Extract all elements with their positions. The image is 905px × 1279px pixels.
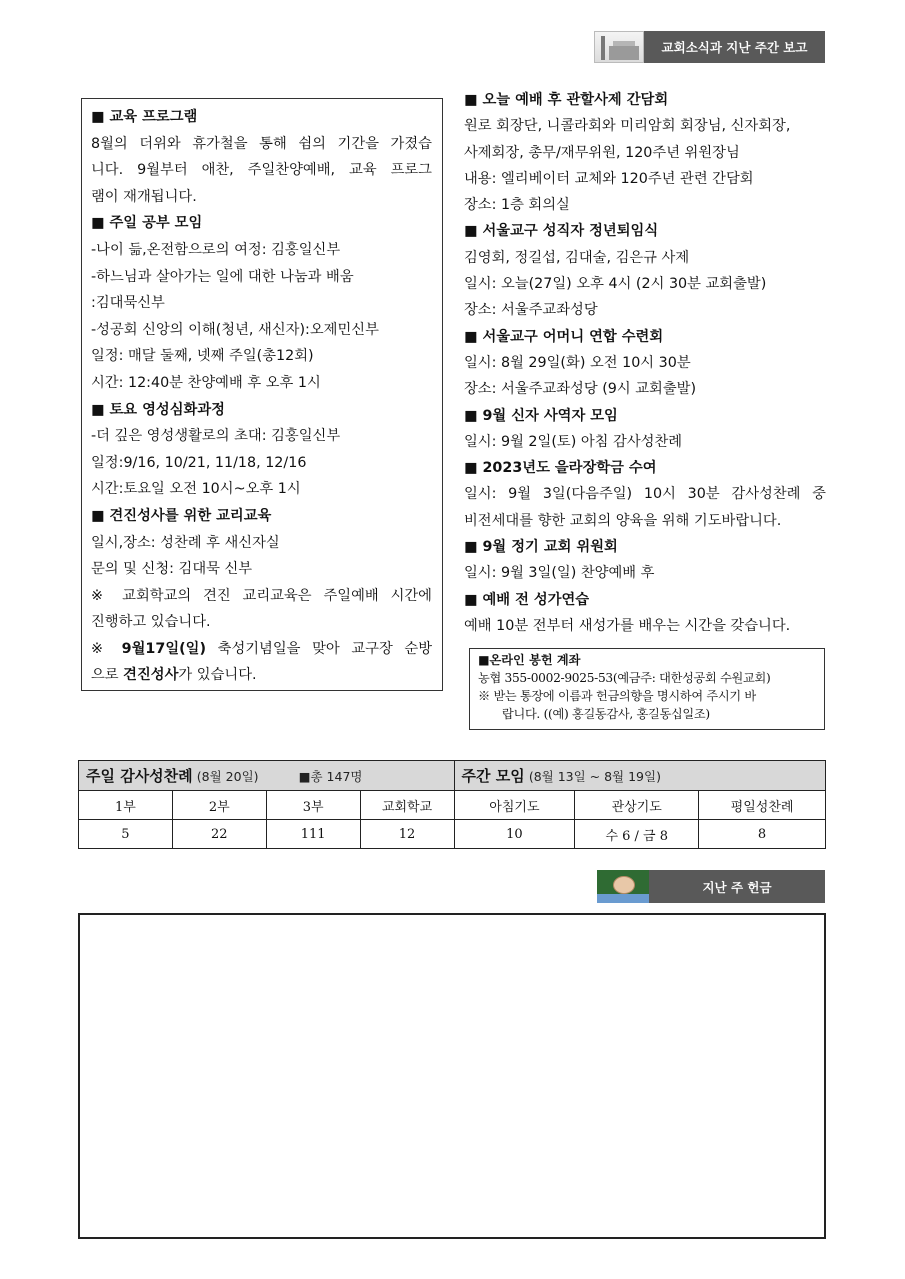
news-column: [464, 87, 826, 639]
section-heading: ■ 예배 전 성가연습: [464, 591, 590, 608]
text-line: 장소: 서울주교좌성당: [464, 302, 598, 319]
text-line: 일시,장소: 성찬례 후 새신자실: [91, 534, 280, 551]
attendance-header: 3부: [266, 791, 360, 820]
text-line: 비전세대를 향한 교회의 양육을 위해 기도바랍니다.: [464, 512, 782, 529]
church-building-photo: [594, 31, 644, 63]
note-text: 랍니다. ((예) 홍길동감사, 홍길동십일조): [502, 707, 710, 721]
account-text: 농협 355-0002-9025-53(예금주: 대한성공회 수원교회): [478, 671, 771, 685]
text-line: 램이 재개됩니다.: [91, 188, 197, 205]
attendance-header: 1부: [79, 791, 173, 820]
text-line: -나이 듦,온전함으로의 여정: 김홍일신부: [91, 241, 341, 258]
attendance-value: 111: [266, 820, 360, 849]
text-line: 김영회, 정길섭, 김대술, 김은규 사제: [464, 249, 690, 266]
text-line: -더 깊은 영성생활로의 초대: 김홍일신부: [91, 428, 341, 445]
attendance-header: 아침기도: [454, 791, 575, 820]
text-line: 내용: 엘리베이터 교체와 120주년 관련 간담회: [464, 170, 754, 187]
weekly-date: (8월 13일 ~ 8월 19일): [528, 769, 661, 784]
text-line: 원로 회장단, 니콜라회와 미리암회 회장님, 신자회장,: [464, 118, 791, 135]
attendance-header-row: [79, 791, 826, 820]
note-text: ※ 받는 통장에 이름과 헌금의향을 명시하여 주시기 바: [478, 689, 756, 703]
offering-box: [78, 913, 826, 1239]
weekly-title: 주간 모임: [461, 767, 525, 785]
section-header: [594, 31, 825, 63]
section-title: 교회소식과 지난 주간 보고: [644, 31, 825, 63]
note-line: 으로 견진성사가 있습니다.: [91, 667, 257, 684]
education-box: [81, 98, 443, 691]
section-heading: ■ 오늘 예배 후 관할사제 간담회: [464, 92, 669, 108]
text-line: 일시: 9월 3일(다음주일) 10시 30분 감사성찬례 중: [464, 486, 826, 503]
text-line: 문의 및 신청: 김대묵 신부: [91, 561, 253, 578]
online-offering-box: [469, 648, 825, 730]
attendance-header: 2부: [172, 791, 266, 820]
text-line: 일시: 9월 2일(토) 아침 감사성찬례: [464, 433, 683, 450]
text-line: ※ 교회학교의 견진 교리교육은 주일예배 시간에: [91, 587, 432, 604]
section-heading: ■ 2023년도 을라장학금 수여: [464, 460, 657, 477]
section-heading: ■ 9월 정기 교회 위원회: [464, 539, 618, 556]
attendance-value-row: [79, 820, 826, 849]
attendance-value: 8: [699, 820, 826, 849]
attendance-title-row: [79, 761, 826, 791]
attendance-value: 12: [360, 820, 454, 849]
attendance-table: [78, 760, 826, 849]
education-lines: [91, 104, 432, 636]
text-line: 장소: 1층 회의실: [464, 197, 570, 214]
text-line: 진행하고 있습니다.: [91, 614, 211, 631]
text-line: 8월의 더위와 휴가철을 통해 쉼의 기간을 가졌습: [91, 135, 432, 152]
offering-title: 지난 주 헌금: [649, 870, 825, 903]
text-line: 예배 10분 전부터 새성가를 배우는 시간을 갖습니다.: [464, 617, 791, 634]
text-line: :김대묵신부: [91, 295, 165, 312]
praying-hands-photo: [597, 870, 649, 903]
section-heading: ■ 9월 신자 사역자 모임: [464, 407, 618, 424]
text-line: 일시: 9월 3일(일) 찬양예배 후: [464, 565, 655, 582]
section-heading: ■ 토요 영성심화과정: [91, 401, 225, 418]
text-line: 일시: 8월 29일(화) 오전 10시 30분: [464, 354, 691, 371]
sunday-cell: [79, 761, 455, 791]
text-line: 일정: 매달 둘째, 넷째 주일(총12회): [91, 348, 314, 365]
attendance-value: 10: [454, 820, 575, 849]
text-line: 일정:9/16, 10/21, 11/18, 12/16: [91, 454, 307, 471]
section-heading: ■ 서울교구 성직자 정년퇴임식: [464, 223, 659, 240]
section-heading: ■ 교육 프로그램: [91, 109, 198, 125]
sunday-title: 주일 감사성찬례: [86, 767, 193, 785]
total-count: ■총 147명: [298, 769, 363, 784]
text-line: -하느님과 살아가는 일에 대한 나눔과 배움: [91, 268, 354, 285]
text-line: 시간: 12:40분 찬양예배 후 오후 1시: [91, 374, 321, 391]
text-line: 니다. 9월부터 애찬, 주일찬양예배, 교육 프로그: [91, 162, 432, 179]
attendance-value: 5: [79, 820, 173, 849]
offering-header: [597, 870, 825, 903]
attendance-header: 교회학교: [360, 791, 454, 820]
sunday-date: (8월 20일): [196, 769, 259, 784]
attendance-value: 22: [172, 820, 266, 849]
text-line: 장소: 서울주교좌성당 (9시 교회출발): [464, 381, 697, 398]
text-line: -성공회 신앙의 이해(청년, 새신자):오제민신부: [91, 321, 379, 338]
section-heading: ■ 주일 공부 모임: [91, 215, 203, 232]
text-line: 일시: 오늘(27일) 오후 4시 (2시 30분 교회출발): [464, 276, 767, 293]
attendance-value: 수 6 / 금 8: [575, 820, 699, 849]
attendance-header: 평일성찬례: [699, 791, 826, 820]
section-heading: ■ 견진성사를 위한 교리교육: [91, 507, 272, 524]
weekly-cell: [454, 761, 826, 791]
section-heading: ■ 서울교구 어머니 연합 수련회: [464, 328, 664, 345]
note-line: ※ 9월17일(일) 축성기념일을 맞아 교구장 순방: [91, 640, 433, 657]
text-line: 사제회장, 총무/재무위원, 120주년 위원장님: [464, 144, 740, 161]
attendance-header: 관상기도: [575, 791, 699, 820]
text-line: 시간:토요일 오전 10시~오후 1시: [91, 481, 301, 498]
online-title: ■온라인 봉헌 계좌: [478, 653, 581, 667]
